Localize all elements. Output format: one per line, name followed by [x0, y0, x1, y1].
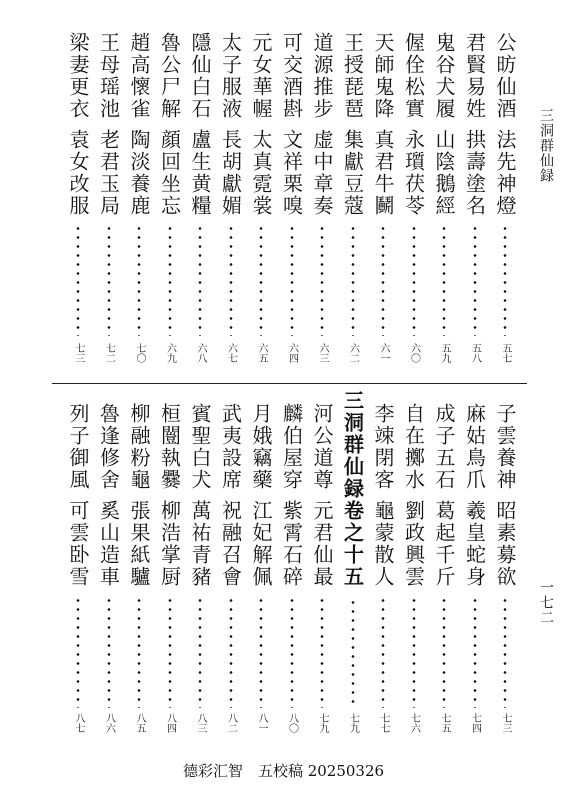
entry-title-second: 柳浩掌厨 [157, 500, 182, 588]
entry-title-first: 趙高懷雀 [127, 32, 151, 120]
entry-page-number: 六三 [317, 343, 328, 363]
entry-title-second: 集獻豆蔻 [340, 129, 365, 217]
chapter-title: 三洞群仙録卷之十五 [340, 390, 365, 588]
entry-title-second: 長胡獻媚 [218, 129, 243, 217]
entry-page-number: 六五 [256, 343, 267, 363]
entry-title-second: 真君牛鬭 [371, 129, 395, 217]
entry-title-second: 顔回坐忘 [157, 129, 182, 217]
leader-dots [198, 596, 202, 708]
entry-page-number: 七四 [469, 713, 481, 733]
leader-dots [198, 224, 202, 336]
leader-dots [473, 596, 477, 708]
entry-page-number: 五八 [469, 343, 481, 363]
entry-title-first: 可交酒斟 [279, 32, 304, 120]
leader-dots [107, 224, 111, 336]
entry-title-second: 永瓆茯苓 [401, 129, 426, 217]
entry-title-first: 月娥竊藥 [249, 403, 273, 491]
leader-dots [290, 224, 294, 336]
entry-page-number: 七〇 [134, 343, 145, 363]
leader-dots [381, 596, 385, 708]
leader-dots [320, 596, 324, 708]
entry-page-number: 六二 [347, 343, 359, 363]
entry-title-first: 子雲養神 [493, 403, 517, 491]
entry-title-second: 萬祐青豬 [188, 500, 212, 588]
page-number: 一七二 [538, 580, 554, 625]
entry-title-second: 祝融召會 [218, 500, 243, 588]
leader-dots [168, 596, 172, 708]
entry-title-first: 武夷設席 [218, 403, 243, 491]
entry-title-first: 麟伯屋穿 [279, 403, 304, 491]
leader-dots [442, 224, 446, 336]
entry-page-number: 七六 [408, 713, 420, 733]
leader-dots [442, 596, 446, 708]
leader-dots [412, 224, 416, 336]
leader-dots [320, 224, 324, 336]
footer-note: 德彩汇智 五校稿 20250326 [182, 762, 385, 780]
leader-dots [229, 224, 233, 336]
entry-title-first: 自在擲水 [401, 403, 426, 491]
leader-dots [107, 596, 111, 708]
leader-dots [168, 224, 172, 336]
entry-title-first: 道源推步 [310, 32, 334, 120]
entry-title-first: 魯逢修舍 [96, 403, 121, 491]
leader-dots [381, 224, 385, 336]
entry-title-first: 王授琵琶 [340, 32, 365, 120]
entry-page-number: 七九 [317, 713, 328, 733]
entry-title-second: 虚中章奏 [310, 129, 334, 217]
entry-title-second: 袁女改服 [66, 129, 90, 217]
entry-page-number: 七三 [500, 713, 511, 733]
entry-page-number: 六八 [195, 343, 206, 363]
section-divider [52, 383, 527, 384]
leader-dots [473, 224, 477, 336]
leader-dots [259, 224, 263, 336]
entry-title-first: 隱仙白石 [188, 32, 212, 120]
entry-title-first: 李竦閉客 [371, 403, 395, 491]
leader-dots [503, 596, 507, 708]
entry-title-first: 列子御風 [66, 403, 90, 491]
leader-dots [137, 224, 141, 336]
entry-page-number: 五七 [500, 343, 511, 363]
entry-title-first: 偓佺松實 [401, 32, 426, 120]
entry-title-second: 拱壽塗名 [462, 129, 487, 217]
entry-title-first: 桓闓執爨 [157, 403, 182, 491]
entry-page-number: 八〇 [286, 713, 298, 733]
entry-title-first: 魯公尸解 [157, 32, 182, 120]
leader-dots [290, 596, 294, 708]
leader-dots [137, 596, 141, 708]
entry-title-second: 龜蒙散人 [371, 500, 395, 588]
entry-page-number: 七二 [103, 343, 115, 363]
entry-title-second: 奚山造車 [96, 500, 121, 588]
entry-page-number: 八六 [103, 713, 115, 733]
entry-title-first: 君賢易姓 [462, 32, 487, 120]
entry-page-number: 六〇 [408, 343, 420, 363]
leader-dots [76, 596, 80, 708]
entry-page-number: 六一 [378, 343, 389, 363]
entry-title-first: 太子服液 [218, 32, 243, 120]
leader-dots [503, 224, 507, 336]
entry-title-second: 江妃解佩 [249, 500, 273, 588]
entry-title-second: 太真霓裳 [249, 129, 273, 217]
entry-title-second: 可雲卧雪 [66, 500, 90, 588]
entry-title-first: 賓聖白犬 [188, 403, 212, 491]
entry-page-number: 八四 [164, 713, 176, 733]
entry-page-number: 六七 [225, 343, 237, 363]
entry-page-number: 八七 [73, 713, 84, 733]
entry-title-second: 葛起千斤 [432, 500, 456, 588]
leader-dots [229, 596, 233, 708]
entry-page-number: 七五 [439, 713, 450, 733]
leader-dots [259, 596, 263, 708]
chapter-page-number: 七九 [347, 713, 359, 733]
entry-title-second: 盧生黄糧 [188, 129, 212, 217]
entry-title-second: 山陰鵝經 [432, 129, 456, 217]
entry-title-second: 昭素募欲 [493, 500, 517, 588]
leader-dots [412, 596, 416, 708]
leader-dots [351, 224, 355, 336]
entry-title-first: 王母瑶池 [96, 32, 121, 120]
entry-title-first: 梁妻更衣 [66, 32, 90, 120]
entry-page-number: 六四 [286, 343, 298, 363]
entry-title-first: 麻姑鳥爪 [462, 403, 487, 491]
entry-title-first: 元女華幄 [249, 32, 273, 120]
entry-page-number: 七三 [73, 343, 84, 363]
entry-page-number: 七七 [378, 713, 389, 733]
entry-title-first: 柳融粉龜 [127, 403, 151, 491]
entry-page-number: 八一 [256, 713, 267, 733]
entry-title-first: 鬼谷犬履 [432, 32, 456, 120]
leader-dots [351, 598, 355, 708]
leader-dots [76, 224, 80, 336]
entry-page-number: 六九 [164, 343, 176, 363]
entry-title-second: 張果紙驢 [127, 500, 151, 588]
entry-title-second: 文祥栗嗅 [279, 129, 304, 217]
entry-title-first: 成子五石 [432, 403, 456, 491]
entry-title-second: 法先神燈 [493, 129, 517, 217]
page-header-title: 三洞群仙録 [538, 108, 554, 183]
entry-page-number: 八二 [225, 713, 237, 733]
entry-title-second: 紫霄石碎 [279, 500, 304, 588]
entry-title-second: 劉政興雲 [401, 500, 426, 588]
entry-page-number: 五九 [439, 343, 450, 363]
entry-title-second: 陶淡養鹿 [127, 129, 151, 217]
entry-title-second: 羲皇蛇身 [462, 500, 487, 588]
entry-title-first: 公昉仙酒 [493, 32, 517, 120]
entry-page-number: 八五 [134, 713, 145, 733]
entry-title-second: 老君玉局 [96, 129, 121, 217]
entry-page-number: 八三 [195, 713, 206, 733]
entry-title-first: 天師鬼降 [371, 32, 395, 120]
entry-title-first: 河公道尊 [310, 403, 334, 491]
entry-title-second: 元君仙最 [310, 500, 334, 588]
